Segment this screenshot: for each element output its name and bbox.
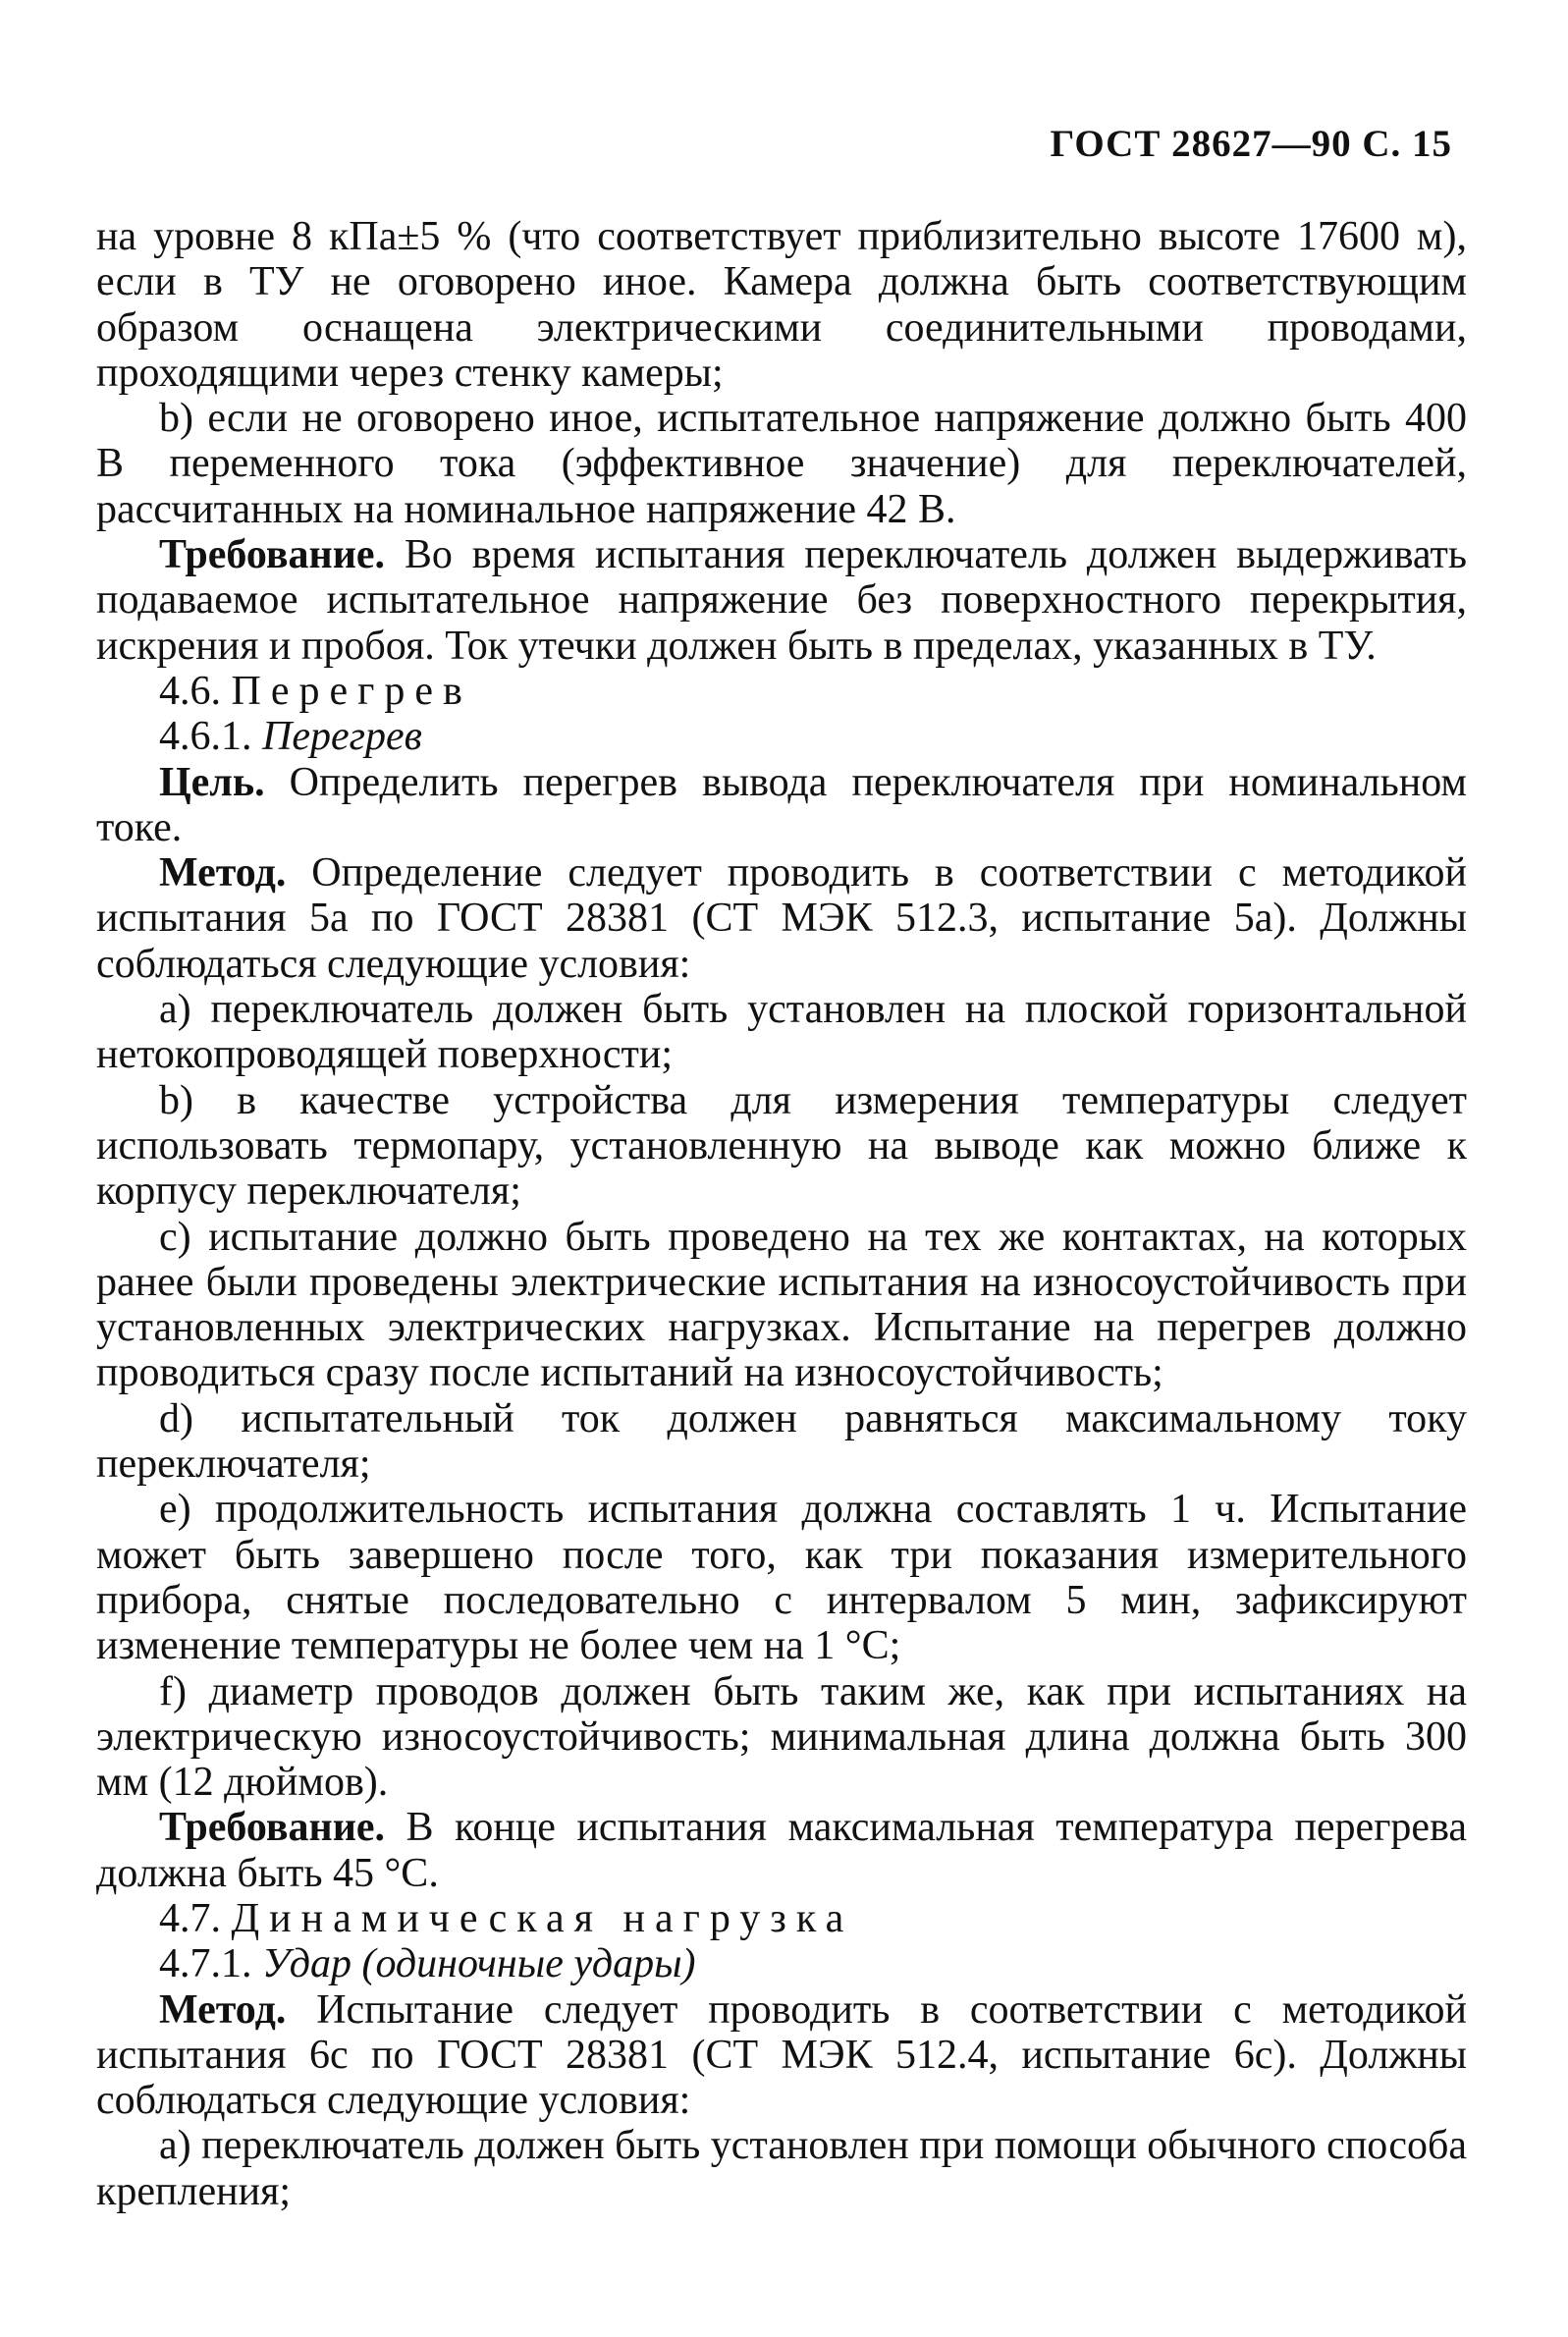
paragraph-text: Определить перегрев вывода переключателя при номинальном токе. <box>96 759 1467 850</box>
section-title: Перегрев <box>231 668 472 714</box>
paragraph <box>96 760 1467 851</box>
paragraph <box>96 1987 1467 2124</box>
paragraph <box>96 850 1467 987</box>
list-item: а) переключатель должен быть установлен на плоской горизонтальной нетокопроводящей поверхности; <box>96 987 1467 1078</box>
requirement-label: Требование. <box>159 532 386 578</box>
section-number: 4.7. <box>159 1895 232 1941</box>
section-number: 4.6. <box>159 668 232 714</box>
paragraph-text: Определение следует проводить в соответствии с методикой испытания 5а по ГОСТ 28381 (СТ МЭК 512.3, испытание 5а). Должны соблюдаться следующие условия: <box>96 850 1467 987</box>
subsection-heading <box>96 714 1467 759</box>
paragraph-text: Во время испытания переключатель должен выдерживать подаваемое испытательное напряжение без поверхностного перекрытия, искрения и пробоя. Ток утечки должен быть в пределах, указанных в ТУ. <box>96 532 1467 669</box>
paragraph <box>96 532 1467 669</box>
list-item: с) испытание должно быть проведено на тех же контактах, на которых ранее были проведены электрические испытания на износоустойчивость при установленных электрических нагрузках. Испытание на перегрев должно проводиться сразу после испытаний на износоустойчивость; <box>96 1214 1467 1396</box>
paragraph-text: В конце испытания максимальная температура перегрева должна быть 45 °С. <box>96 1805 1467 1896</box>
section-heading <box>96 669 1467 714</box>
document-body <box>96 214 1467 2214</box>
subsection-title: Удар (одиночные удары) <box>262 1941 696 1987</box>
subsection-title: Перегрев <box>262 714 422 760</box>
section-heading <box>96 1896 1467 1941</box>
list-item: b) в качестве устройства для измерения температуры следует использовать термопару, установленную на выводе как можно ближе к корпусу переключателя; <box>96 1077 1467 1215</box>
subsection-number: 4.7.1. <box>159 1941 262 1987</box>
list-item: d) испытательный ток должен равняться максимальному току переключателя; <box>96 1395 1467 1488</box>
section-title: Динамическая нагрузка <box>231 1895 854 1941</box>
subsection-number: 4.6.1. <box>159 714 262 760</box>
requirement-label: Требование. <box>159 1805 386 1851</box>
subsection-heading <box>96 1941 1467 1986</box>
method-label: Метод. <box>159 850 287 897</box>
list-item: а) переключатель должен быть установлен при помощи обычного способа крепления; <box>96 2123 1467 2214</box>
goal-label: Цель. <box>159 759 265 805</box>
paragraph <box>96 1805 1467 1896</box>
page-header: ГОСТ 28627—90 С. 15 <box>1050 123 1452 165</box>
list-item: b) если не оговорено иное, испытательное напряжение должно быть 400 В переменного тока (эффективное значение) для переключателей, рассчитанных на номинальное напряжение 42 В. <box>96 396 1467 532</box>
paragraph-text: Испытание следует проводить в соответствии с методикой испытания 6с по ГОСТ 28381 (СТ МЭК 512.4, испытание 6с). Должны соблюдаться следующие условия: <box>96 1986 1467 2124</box>
list-item: f) диаметр проводов должен быть таким же, как при испытаниях на электрическую износоустойчивость; минимальная длина должна быть 300 мм (12 дюймов). <box>96 1668 1467 1806</box>
method-label: Метод. <box>159 1986 287 2033</box>
paragraph: на уровне 8 кПа±5 % (что соответствует приблизительно высоте 17600 м), если в ТУ не оговорено иное. Камера должна быть соответствующим образом оснащена электрическими соединительными проводами, проходящими через стенку камеры; <box>96 214 1467 396</box>
list-item: е) продолжительность испытания должна составлять 1 ч. Испытание может быть завершено после того, как три показания измерительного прибора, снятые последовательно с интервалом 5 мин, зафиксируют изменение температуры не более чем на 1 °С; <box>96 1487 1467 1669</box>
